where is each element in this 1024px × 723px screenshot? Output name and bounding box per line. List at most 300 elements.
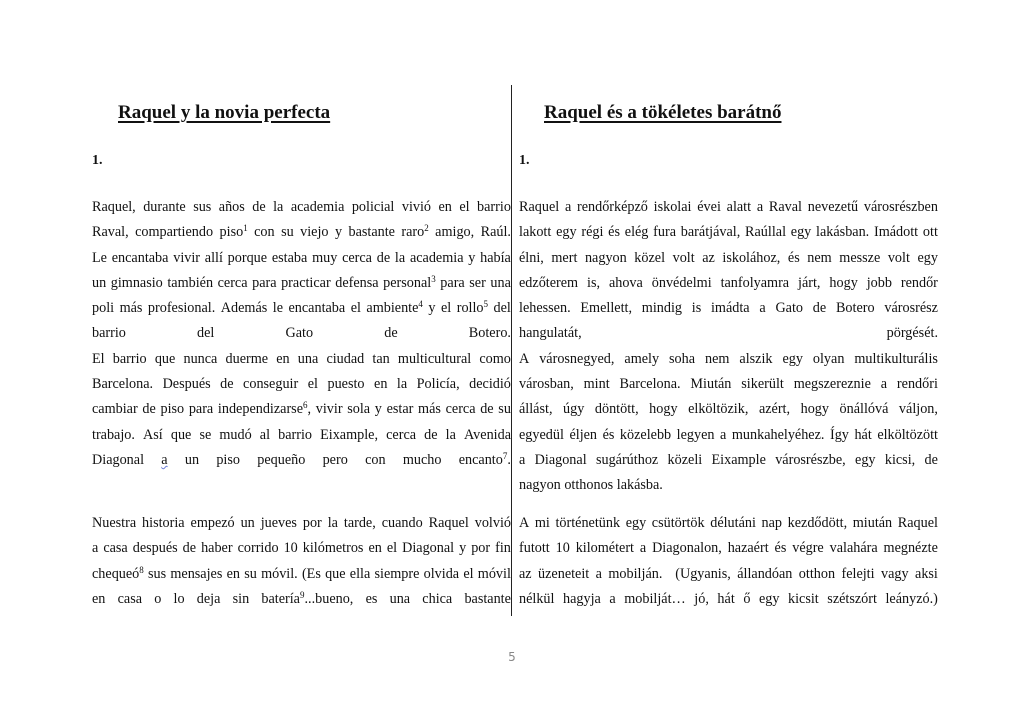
word: en xyxy=(226,565,240,582)
word: nélkül xyxy=(519,590,555,607)
word: Raquel, xyxy=(92,199,136,215)
word: végre xyxy=(792,540,824,557)
word: una xyxy=(389,590,411,607)
word: vivir xyxy=(173,249,201,266)
word: sugárúthoz xyxy=(595,451,659,468)
word: estar xyxy=(386,401,414,418)
word: y xyxy=(468,249,476,266)
word: Gato xyxy=(775,300,804,317)
word: a xyxy=(880,376,888,393)
word: a xyxy=(720,426,727,443)
word: piso$^1$ xyxy=(219,223,248,241)
word: ő xyxy=(743,590,751,607)
word: hát xyxy=(717,590,735,607)
text-line xyxy=(92,587,511,612)
word: pero xyxy=(322,451,348,468)
word: en xyxy=(368,540,382,557)
word: academia xyxy=(409,249,464,266)
word: lo xyxy=(173,590,185,607)
word: otthonos xyxy=(564,477,614,494)
word: nem xyxy=(807,249,832,266)
word: önállóvá xyxy=(839,401,889,418)
word: con xyxy=(254,224,275,241)
word: járt, xyxy=(798,274,821,291)
word: imádta xyxy=(710,300,750,317)
word: Raquel xyxy=(428,515,469,531)
word: nunca xyxy=(183,350,218,367)
word: aksi xyxy=(915,565,938,582)
word: deja xyxy=(196,590,221,607)
word: 10 xyxy=(283,540,298,557)
word: megszereznie xyxy=(793,376,871,393)
word: egyedül xyxy=(519,426,564,443)
word: o xyxy=(154,590,162,607)
word: al xyxy=(259,426,271,443)
word: su xyxy=(281,224,294,241)
word: délutáni xyxy=(710,515,756,531)
spanish-section-number: 1. xyxy=(92,153,103,168)
word: hazaért xyxy=(727,540,769,557)
word: Eixample xyxy=(711,451,766,468)
word: rendőrképző xyxy=(577,199,648,215)
text-line xyxy=(92,536,511,561)
hungarian-paragraph-2 xyxy=(519,511,938,612)
word: defensa xyxy=(335,274,379,291)
word: en xyxy=(276,350,290,367)
word: de xyxy=(220,376,234,393)
word: lakott xyxy=(519,224,552,241)
word: a xyxy=(595,565,602,582)
word: közel xyxy=(634,249,666,266)
text-line xyxy=(519,511,938,536)
text-line xyxy=(519,296,938,321)
word: multikulturális xyxy=(854,350,938,367)
word: duerme xyxy=(225,350,269,367)
hungarian-paragraph-1 xyxy=(519,195,938,499)
word: legyen xyxy=(676,426,715,443)
text-line xyxy=(92,511,511,536)
word: Raquel xyxy=(519,199,560,215)
word: cambiar xyxy=(92,401,138,418)
word: tan xyxy=(372,350,390,367)
spanish-paragraph-2 xyxy=(92,511,511,612)
word: cerca xyxy=(217,274,248,291)
word: conseguir xyxy=(243,376,299,393)
word: cerca xyxy=(342,249,372,266)
word: mobilját… xyxy=(624,590,686,607)
word: kilómetros xyxy=(302,540,364,557)
text-line xyxy=(519,372,938,397)
word: casa xyxy=(103,540,128,557)
word: Policía, xyxy=(416,376,460,393)
word: haber xyxy=(201,540,233,557)
word: historia xyxy=(142,515,185,531)
word: iskolai xyxy=(653,199,692,215)
word: cerca xyxy=(445,401,476,418)
word: del xyxy=(197,325,215,342)
word: Diagonal xyxy=(534,451,587,468)
word: policial xyxy=(351,199,395,215)
word: de xyxy=(384,325,398,342)
word: barrio xyxy=(112,350,147,367)
word: sin xyxy=(232,590,250,607)
text-line xyxy=(92,372,511,397)
word: tanfolyamra xyxy=(720,274,790,291)
word: del xyxy=(493,300,511,317)
word: lakásban. xyxy=(816,224,870,241)
word: raro$^2$ xyxy=(401,223,429,241)
word: en xyxy=(92,590,106,607)
word: hogy xyxy=(649,401,678,418)
word: mobilján. xyxy=(608,565,663,582)
word: piso xyxy=(160,401,185,418)
word: volt xyxy=(672,249,695,266)
word: egy xyxy=(917,249,938,266)
word: Raúl. xyxy=(480,224,511,241)
text-line xyxy=(92,296,511,321)
word: más xyxy=(418,401,441,418)
word: futott xyxy=(519,540,550,557)
word: Además xyxy=(220,300,268,317)
word: mucho xyxy=(402,451,442,468)
word: un xyxy=(184,451,200,468)
word: egy xyxy=(758,590,780,607)
word: Avenida xyxy=(463,426,511,443)
word: soha xyxy=(669,350,696,367)
word: egy xyxy=(556,224,577,241)
word: su xyxy=(498,401,511,418)
word: una xyxy=(490,274,511,291)
word: (Es xyxy=(301,565,321,582)
word: Barcelona. xyxy=(619,376,681,393)
text-line xyxy=(519,473,938,498)
word: mi xyxy=(534,515,550,531)
word: personal$^3$ xyxy=(383,273,436,291)
word: ciudad xyxy=(326,350,365,367)
word: sus xyxy=(148,565,167,582)
word: empezó xyxy=(190,515,235,531)
word: Így xyxy=(829,426,849,443)
word: móvil. xyxy=(261,565,298,582)
word: üzeneteit xyxy=(538,565,590,582)
text-line xyxy=(519,195,938,220)
word: mert xyxy=(551,249,578,266)
word: por xyxy=(471,540,491,557)
word: por xyxy=(302,515,322,531)
word: a xyxy=(519,451,526,468)
word: independizarse$^6$, xyxy=(217,400,312,418)
word: trabajo. xyxy=(92,426,135,443)
word: amely xyxy=(624,350,660,367)
word: a xyxy=(92,540,99,557)
word: casa xyxy=(117,590,143,607)
word: para xyxy=(440,274,465,291)
word: de xyxy=(424,426,438,443)
word: és xyxy=(774,540,787,557)
word: elköltözik, xyxy=(688,401,749,418)
word: para xyxy=(188,401,214,418)
word: az xyxy=(519,565,532,582)
word: nem xyxy=(705,350,730,367)
word: nagyon xyxy=(584,249,627,266)
word: és xyxy=(787,249,800,266)
word: Diagonal xyxy=(92,451,145,468)
word: rollo$^5$ xyxy=(456,299,489,317)
word: la xyxy=(394,249,406,266)
word: felejti xyxy=(841,565,875,582)
word: Raquel xyxy=(897,515,938,531)
word: durante xyxy=(143,199,186,215)
word: volt xyxy=(887,249,910,266)
word: chequeó$^8$ xyxy=(92,564,144,582)
word: állást, xyxy=(519,401,553,418)
word: cuando xyxy=(381,515,423,531)
word: egy xyxy=(625,515,647,531)
word: Diagonal xyxy=(402,540,455,557)
text-line xyxy=(519,397,938,422)
word: városrész xyxy=(884,300,938,317)
word: una xyxy=(297,350,319,367)
word: muy xyxy=(312,249,338,266)
word: lakásba. xyxy=(616,477,663,494)
text-line xyxy=(92,397,511,422)
word: su xyxy=(244,565,257,582)
word: közelebb xyxy=(619,426,672,443)
word: como xyxy=(479,350,511,367)
word: ambiente$^4$ xyxy=(366,299,423,317)
word: régi xyxy=(581,224,604,241)
word: kilométert xyxy=(575,540,634,557)
word: leányzó.) xyxy=(885,590,938,607)
word: la xyxy=(445,426,456,443)
word: y xyxy=(374,401,382,418)
word: un xyxy=(240,515,255,531)
word: kicsit xyxy=(788,590,819,607)
word: kicsi, xyxy=(884,451,916,468)
word: Diagonalon, xyxy=(652,540,722,557)
word: en xyxy=(438,199,452,215)
word: compartiendo xyxy=(135,224,214,241)
word: le xyxy=(272,300,283,317)
word: de xyxy=(924,451,938,468)
word: is, xyxy=(587,274,601,291)
word: (Ugyanis, xyxy=(675,565,731,582)
column-divider xyxy=(511,85,512,616)
word: profesional. xyxy=(147,300,216,317)
word: barrio xyxy=(278,426,313,443)
word: y xyxy=(428,300,436,317)
word: el xyxy=(463,565,474,582)
word: Después xyxy=(162,376,211,393)
page-number: 5 xyxy=(508,650,516,664)
word: lehessen. xyxy=(519,300,571,317)
word: móvil xyxy=(477,565,511,582)
word: messze xyxy=(839,249,881,266)
word: mindig xyxy=(641,300,682,317)
word: mensajes xyxy=(170,565,223,582)
word: la xyxy=(273,199,284,215)
word: viejo xyxy=(300,224,329,241)
word: y xyxy=(334,224,343,241)
word: piso xyxy=(216,451,240,468)
word: puesto xyxy=(327,376,365,393)
word: pörgését. xyxy=(886,325,938,342)
word: Así xyxy=(143,426,163,443)
word: a xyxy=(639,540,647,557)
word: rendőr xyxy=(900,274,938,291)
word: valahára xyxy=(829,540,878,557)
word: bastante xyxy=(464,590,511,607)
word: volvió xyxy=(474,515,511,531)
word: el xyxy=(440,300,452,317)
text-line xyxy=(92,562,511,587)
word: de xyxy=(142,401,156,418)
word: encanto$^7$. xyxy=(458,450,511,468)
word: El xyxy=(92,350,105,367)
word: városrészbe, xyxy=(775,451,846,468)
word: nap xyxy=(761,515,783,531)
word: iskolához, xyxy=(722,249,781,266)
word: egy xyxy=(790,224,812,241)
word: poli xyxy=(92,300,115,317)
text-line xyxy=(92,220,511,245)
word: és xyxy=(602,426,615,443)
word: jueves xyxy=(260,515,297,531)
word: Imádott xyxy=(874,224,919,241)
word: rendőri xyxy=(896,376,938,393)
spanish-title: Raquel y la novia perfecta xyxy=(118,102,331,123)
word: porque xyxy=(227,249,268,266)
word: Botero. xyxy=(468,325,511,342)
word: que xyxy=(170,426,192,443)
text-line xyxy=(519,347,938,372)
text-line xyxy=(92,423,511,448)
hungarian-section-number: 1. xyxy=(519,153,530,168)
word: állandóan xyxy=(737,565,793,582)
word: Raúllal xyxy=(745,224,787,241)
word: en xyxy=(374,376,388,393)
word: Botero xyxy=(835,300,875,317)
word: A xyxy=(519,515,530,531)
word: hangulatát, xyxy=(519,325,582,342)
word: fin xyxy=(495,540,511,557)
word: Raval, xyxy=(92,224,129,241)
word: éljen xyxy=(569,426,598,443)
word: barrio xyxy=(477,199,511,215)
word: történetünk xyxy=(555,515,621,531)
word: de xyxy=(252,199,266,215)
word: hogy xyxy=(829,274,858,291)
word: megnézte xyxy=(883,540,938,557)
word: egy xyxy=(782,350,803,367)
word: la xyxy=(327,515,338,531)
word: que xyxy=(154,350,176,367)
word: Miután xyxy=(690,376,732,393)
word: ella xyxy=(349,565,371,582)
word: nagyon xyxy=(519,477,561,494)
word: otthon xyxy=(798,565,836,582)
text-line xyxy=(519,423,938,448)
word: mint xyxy=(583,376,610,393)
text-line xyxy=(92,448,511,473)
word: tarde, xyxy=(343,515,376,531)
word: szétszórt xyxy=(827,590,877,607)
word: había xyxy=(480,249,511,266)
word: jobb xyxy=(866,274,892,291)
word: chica xyxy=(422,590,453,607)
word: Barcelona. xyxy=(92,376,154,393)
word: hagyja xyxy=(563,590,601,607)
text-line xyxy=(92,347,511,372)
word: alszik xyxy=(739,350,773,367)
word: también xyxy=(167,274,214,291)
word: kezdődött, xyxy=(787,515,848,531)
word: el xyxy=(350,300,361,317)
word: egy xyxy=(855,451,876,468)
text-line xyxy=(92,195,511,220)
word: estaba xyxy=(271,249,308,266)
word: la xyxy=(396,376,408,393)
word: barátjával, xyxy=(680,224,741,241)
word: decidió xyxy=(469,376,511,393)
word: munkahelyéhez. xyxy=(731,426,825,443)
word: olyan xyxy=(812,350,845,367)
word: is xyxy=(691,300,702,317)
word: döntött, xyxy=(594,401,639,418)
word: de xyxy=(480,401,494,418)
word: para xyxy=(252,274,277,291)
word: el xyxy=(307,376,318,393)
text-line xyxy=(92,246,511,271)
word: batería$^9$...bueno, xyxy=(261,589,354,607)
word: évei xyxy=(697,199,721,215)
text-line xyxy=(519,448,938,473)
word: Eixample, xyxy=(320,426,379,443)
word: az xyxy=(702,249,715,266)
word: olvida xyxy=(423,565,460,582)
word: cerca xyxy=(386,426,417,443)
word: sus xyxy=(193,199,212,215)
text-line xyxy=(92,321,511,346)
word: ser xyxy=(469,274,486,291)
word: después xyxy=(132,540,178,557)
text-line xyxy=(519,220,938,245)
word: és xyxy=(608,224,620,241)
hungarian-title: Raquel és a tökéletes barátnő xyxy=(544,102,782,123)
word: a xyxy=(756,199,764,215)
word: encantaba xyxy=(111,249,169,266)
word: Nuestra xyxy=(92,515,137,531)
word: ott xyxy=(922,224,938,241)
word: a xyxy=(759,300,766,317)
text-line xyxy=(519,271,938,296)
word: miután xyxy=(852,515,893,531)
word: a xyxy=(609,590,616,607)
word: élni, xyxy=(519,249,544,266)
word: önvédelmi xyxy=(651,274,712,291)
word: elég xyxy=(624,224,649,241)
word: a xyxy=(161,451,168,468)
word: mudó xyxy=(219,426,252,443)
text-line xyxy=(519,321,938,346)
word: Le xyxy=(92,249,107,266)
word: de xyxy=(376,249,391,266)
word: Gato xyxy=(285,325,314,342)
word: años xyxy=(218,199,245,215)
word: bastante xyxy=(348,224,395,241)
word: azért, xyxy=(758,401,791,418)
word: városnegyed, xyxy=(539,350,615,367)
